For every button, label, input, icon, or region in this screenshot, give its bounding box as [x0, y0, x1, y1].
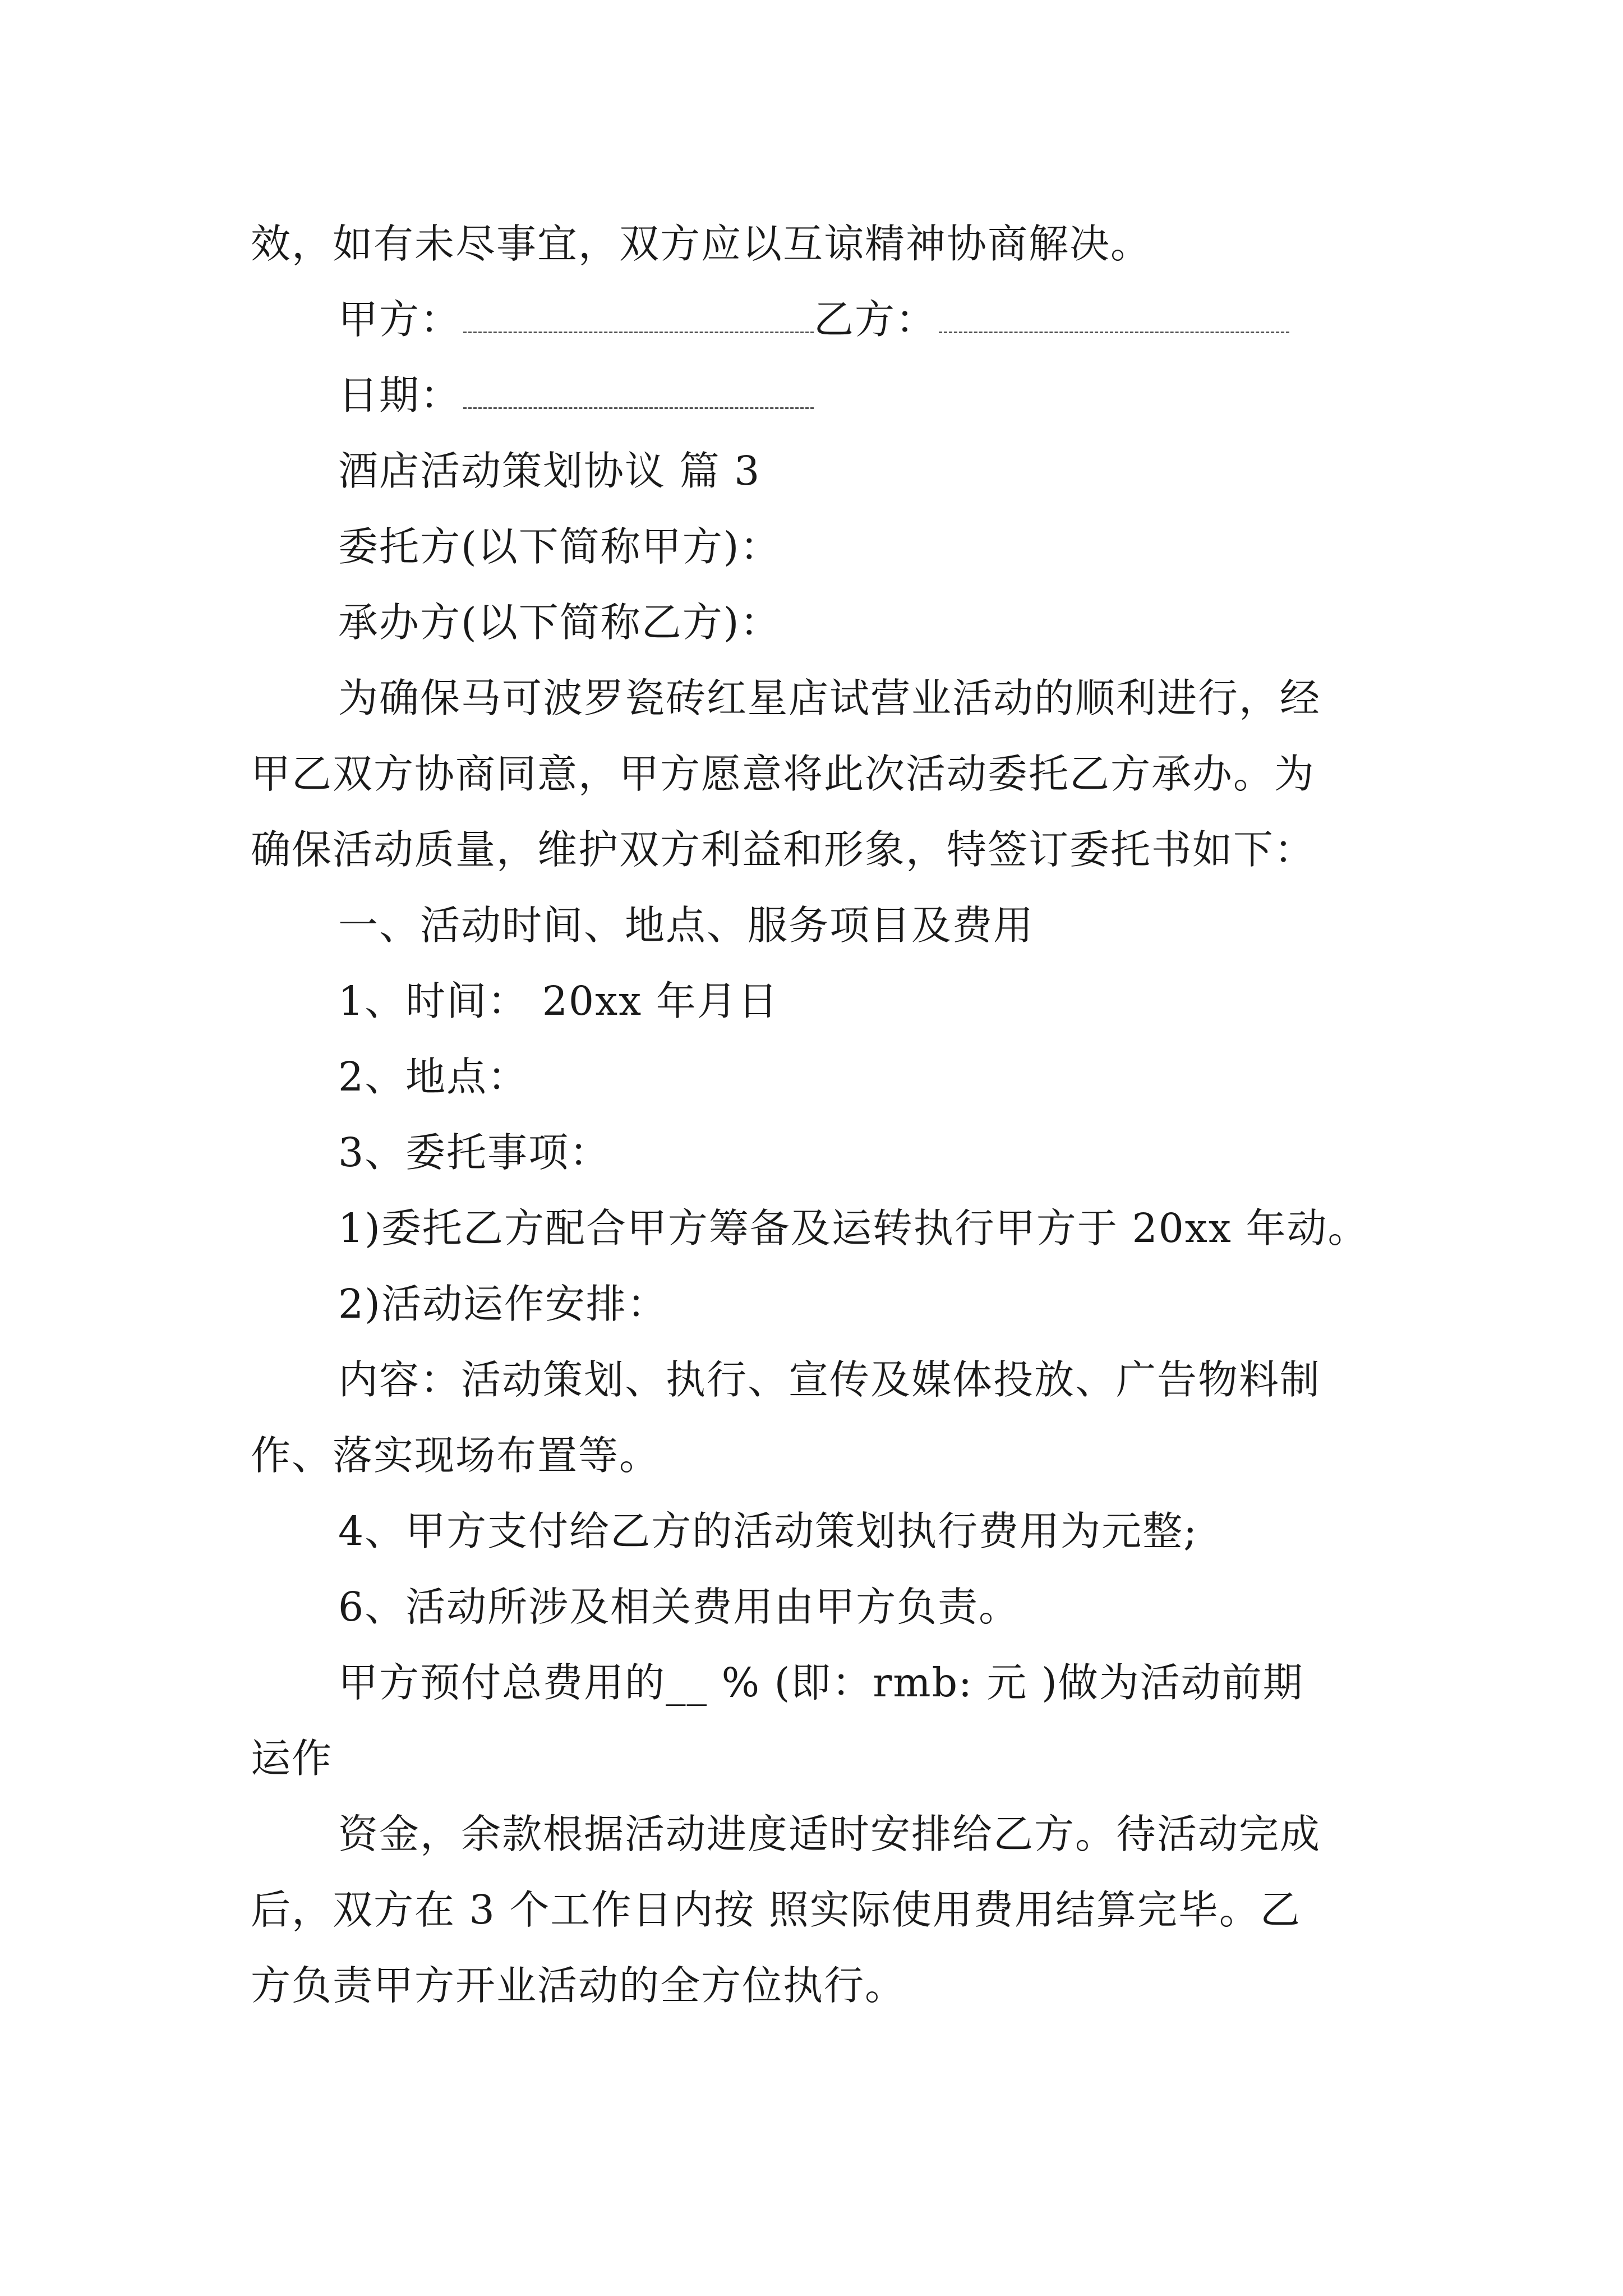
party-a-blank	[463, 292, 814, 333]
paragraph-line: 承办方(以下简称乙方)：	[338, 599, 781, 646]
paragraph-line: 一、活动时间、地点、服务项目及费用	[338, 902, 1035, 949]
paragraph-line: 运作	[251, 1735, 333, 1782]
paragraph-line: 效，如有未尽事宜，双方应以互谅精神协商解决。	[251, 220, 1152, 267]
paragraph-line: 内容：活动策划、执行、宣传及媒体投放、广告物料制	[338, 1356, 1321, 1403]
paragraph-line: 甲乙双方协商同意，甲方愿意将此次活动委托乙方承办。为	[251, 751, 1316, 797]
paragraph-line: 1、时间： 20xx 年月日	[338, 978, 779, 1024]
section-heading: 酒店活动策划协议 篇 3	[338, 448, 761, 494]
signature-line-date	[338, 367, 814, 424]
paragraph-line: 4、甲方支付给乙方的活动策划执行费用为元整;	[338, 1508, 1198, 1554]
party-b-blank	[939, 292, 1289, 333]
paragraph-line: 确保活动质量，维护双方利益和形象，特签订委托书如下：	[251, 826, 1316, 873]
paragraph-line: 2)活动运作安排：	[338, 1281, 668, 1327]
paragraph-line: 3、委托事项：	[338, 1129, 611, 1176]
paragraph-line: 6、活动所涉及相关费用由甲方负责。	[338, 1584, 1020, 1630]
party-b-label: 乙方：	[814, 296, 937, 343]
paragraph-line: 2、地点：	[338, 1053, 529, 1100]
paragraph-line: 方负责甲方开业活动的全方位执行。	[251, 1962, 906, 2009]
paragraph-line: 资金，余款根据活动进度适时安排给乙方。待活动完成	[338, 1811, 1321, 1857]
party-a-label: 甲方：	[338, 296, 462, 343]
paragraph-line: 1)委托乙方配合甲方筹备及运转执行甲方于 20xx 年动。	[338, 1205, 1369, 1251]
paragraph-line: 作、落实现场布置等。	[251, 1432, 661, 1479]
paragraph-line: 后，双方在 3 个工作日内按 照实际使用费用结算完毕。乙	[251, 1887, 1301, 1933]
paragraph-line: 为确保马可波罗瓷砖红星店试营业活动的顺利进行，经	[338, 675, 1321, 721]
date-label: 日期：	[338, 372, 462, 418]
date-blank	[463, 368, 814, 409]
paragraph-line: 委托方(以下简称甲方)：	[338, 523, 781, 570]
signature-line-parties	[338, 292, 1289, 348]
paragraph-line: 甲方预付总费用的__ % (即：rmb: 元 )做为活动前期	[338, 1659, 1304, 1706]
